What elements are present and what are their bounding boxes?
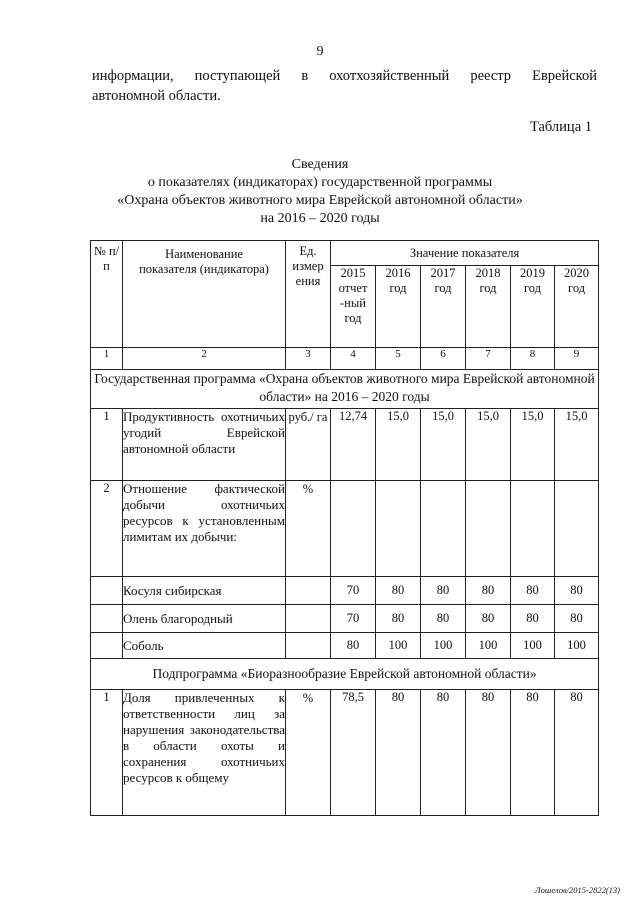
table-row xyxy=(91,481,599,577)
row-value: 80 xyxy=(466,605,511,633)
section1-title: Государственная программа «Охрана объектов животного мира Еврейской автономной области» на 2016 – 2020 годы xyxy=(91,370,599,409)
row-value: 80 xyxy=(331,633,376,659)
row-value: 70 xyxy=(331,577,376,605)
row-name: Олень благородный xyxy=(123,605,286,633)
row-name: Соболь xyxy=(123,633,286,659)
header-name: Наименование показателя (индикатора) xyxy=(123,241,286,348)
header-year-2020: 2020 год xyxy=(555,266,599,348)
row-value: 80 xyxy=(466,690,511,816)
table-row xyxy=(91,577,599,605)
header-num: № п/п xyxy=(91,241,123,348)
column-number: 3 xyxy=(286,348,331,370)
row-value: 80 xyxy=(511,605,555,633)
header-year-2017: 2017 год xyxy=(421,266,466,348)
section-row-2 xyxy=(91,659,599,690)
row-value: 80 xyxy=(421,605,466,633)
column-number: 4 xyxy=(331,348,376,370)
row-value: 100 xyxy=(466,633,511,659)
row-unit: % xyxy=(286,690,331,816)
row-value: 15,0 xyxy=(466,409,511,481)
row-num: 2 xyxy=(91,481,123,577)
row-value: 80 xyxy=(421,577,466,605)
row-num: 1 xyxy=(91,690,123,816)
row-num: 1 xyxy=(91,409,123,481)
header-year-2015: 2015 отчет -ный год xyxy=(331,266,376,348)
row-unit: руб./ га xyxy=(286,409,331,481)
column-number: 9 xyxy=(555,348,599,370)
header-year-2016: 2016 год xyxy=(376,266,421,348)
row-value: 80 xyxy=(421,690,466,816)
column-number: 1 xyxy=(91,348,123,370)
footer-code: Лошелов/2015-2822(13) xyxy=(534,885,620,895)
table-row xyxy=(91,409,599,481)
row-name: Косуля сибирская xyxy=(123,577,286,605)
table-row xyxy=(91,633,599,659)
header-year-2018: 2018 год xyxy=(466,266,511,348)
row-value: 12,74 xyxy=(331,409,376,481)
row-name: Доля привлеченных к ответственности лиц за нарушения законодательства в области охоты и сохранения охотничьих ресурсов к общему xyxy=(123,690,286,816)
header-row-1 xyxy=(91,241,599,266)
intro-text-line2: автономной области. xyxy=(92,88,221,104)
column-number: 5 xyxy=(376,348,421,370)
row-value: 15,0 xyxy=(555,409,599,481)
row-value: 100 xyxy=(421,633,466,659)
row-value: 80 xyxy=(511,690,555,816)
row-unit: % xyxy=(286,481,331,577)
table-row xyxy=(91,605,599,633)
table-row xyxy=(91,690,599,816)
intro-text-line1: информации, поступающей в охотхозяйственный реестр Еврейской xyxy=(92,68,597,84)
column-number: 6 xyxy=(421,348,466,370)
row-name: Отношение фактической добычи охотничьих ресурсов к установленным лимитам их добычи: xyxy=(123,481,286,577)
row-value: 70 xyxy=(331,605,376,633)
row-value: 80 xyxy=(555,605,599,633)
page-number: 9 xyxy=(316,44,324,59)
column-number-row xyxy=(91,348,599,370)
row-value: 80 xyxy=(466,577,511,605)
row-value: 80 xyxy=(555,577,599,605)
row-value: 80 xyxy=(555,690,599,816)
heading-line2: о показателях (индикаторах) государственной программы xyxy=(147,175,493,190)
section-row-1 xyxy=(91,370,599,409)
row-value: 15,0 xyxy=(511,409,555,481)
row-value: 100 xyxy=(511,633,555,659)
row-name: Продуктивность охотничьих угодий Еврейской автономной области xyxy=(123,409,286,481)
row-value: 78,5 xyxy=(331,690,376,816)
heading-line1: Сведения xyxy=(291,157,349,172)
header-value: Значение показателя xyxy=(331,241,599,266)
section2-title: Подпрограмма «Биоразнообразие Еврейской автономной области» xyxy=(91,659,599,690)
row-value: 80 xyxy=(376,690,421,816)
heading-line4: на 2016 – 2020 годы xyxy=(260,211,380,226)
row-value: 100 xyxy=(376,633,421,659)
column-number: 2 xyxy=(123,348,286,370)
column-number: 7 xyxy=(466,348,511,370)
row-value: 80 xyxy=(376,605,421,633)
header-unit: Ед. измер ения xyxy=(286,241,331,348)
row-value: 15,0 xyxy=(421,409,466,481)
heading-line3: «Охрана объектов животного мира Еврейской автономной области» xyxy=(117,193,523,208)
row-value: 15,0 xyxy=(376,409,421,481)
table-heading xyxy=(0,156,640,228)
indicators-table xyxy=(90,240,599,816)
table-label: Таблица 1 xyxy=(529,119,592,135)
row-value: 100 xyxy=(555,633,599,659)
column-number: 8 xyxy=(511,348,555,370)
header-year-2019: 2019 год xyxy=(511,266,555,348)
row-value: 80 xyxy=(511,577,555,605)
row-value: 80 xyxy=(376,577,421,605)
